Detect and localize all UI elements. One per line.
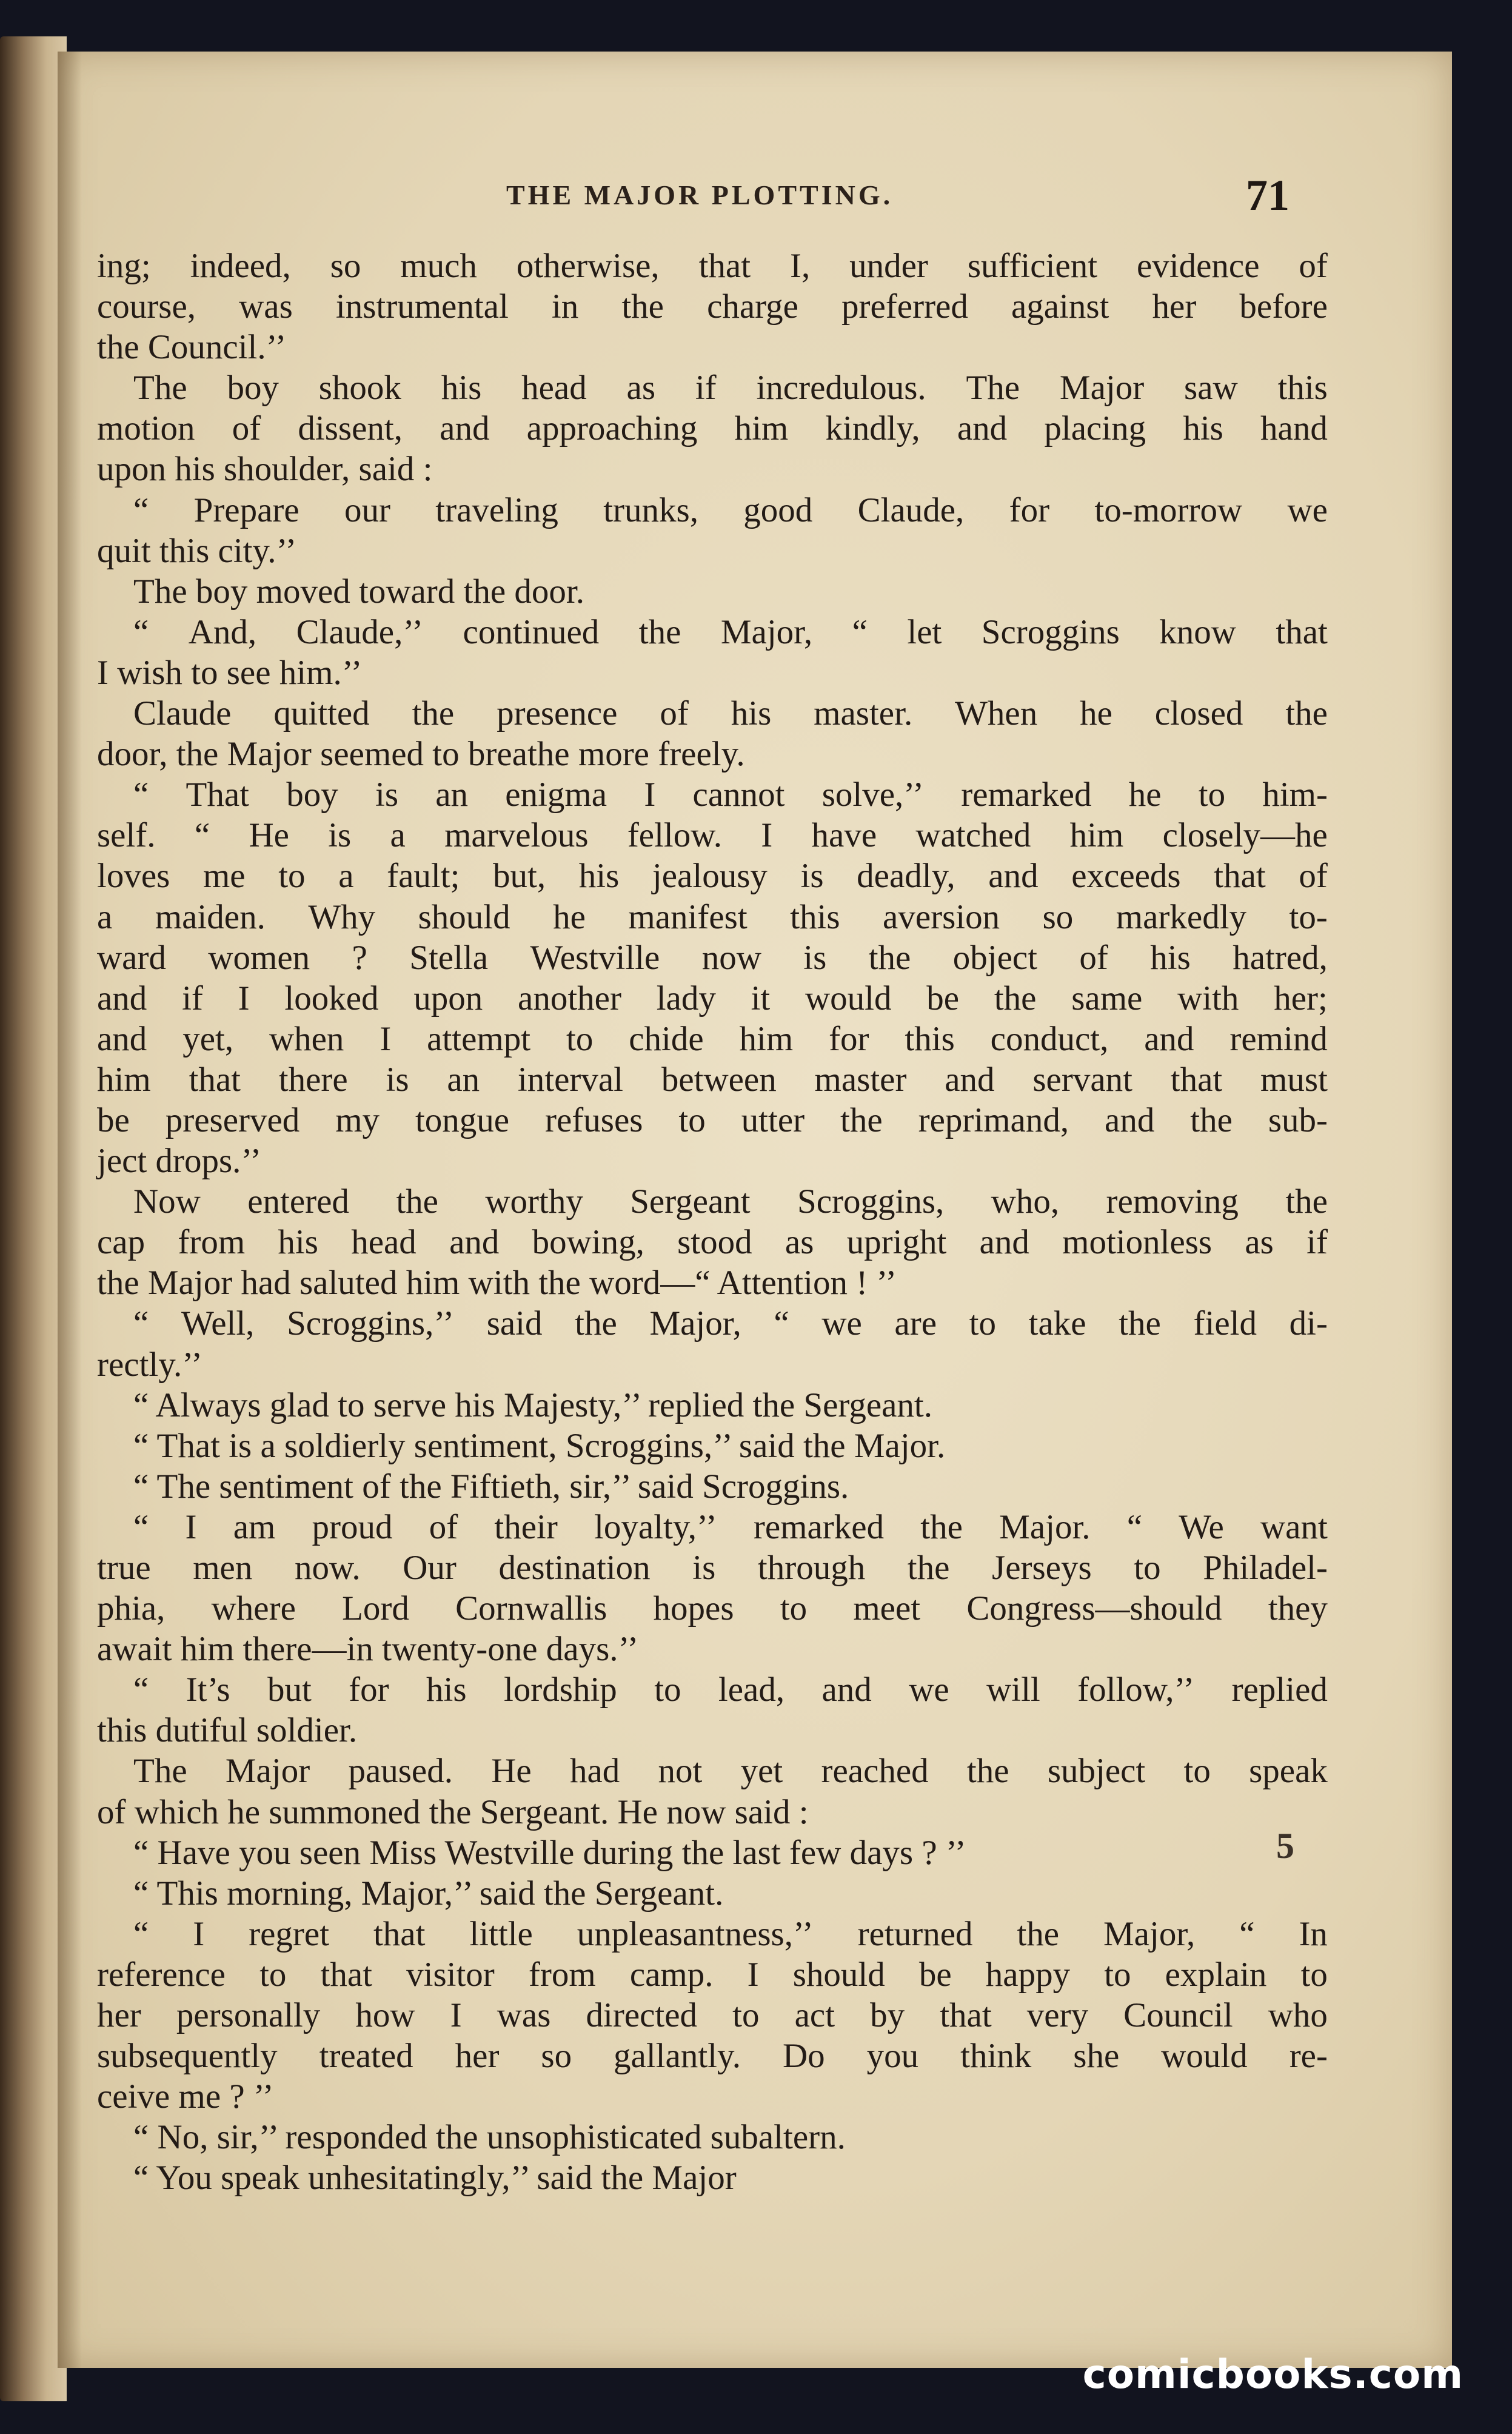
text-line: quit this city.’’ (97, 531, 297, 570)
book-page (58, 52, 1452, 2368)
body-text (97, 246, 1328, 2199)
text-line: “ That boy is an enigma I cannot solve,’’ remarked he to him- (133, 776, 1328, 814)
text-line: “ I am proud of their loyalty,’’ remarked the Major. “ We want (133, 1507, 1328, 1546)
margin-mark: 5 (1276, 1826, 1294, 1866)
text-line: upon his shoulder, said : (97, 450, 433, 489)
text-line: “ And, Claude,’’ continued the Major, “ let Scroggins know that (133, 612, 1328, 651)
text-line: “ It’s but for his lordship to lead, and we will follow,’’ replied (133, 1671, 1328, 1709)
page-number: 71 (1246, 171, 1290, 220)
text-line: “ I regret that little unpleasantness,’’ returned the Major, “ In (133, 1914, 1328, 1953)
text-line: course, was instrumental in the charge preferred against her before (97, 287, 1328, 326)
text-line: and yet, when I attempt to chide him for this conduct, and remind (97, 1019, 1328, 1058)
text-line: a maiden. Why should he manifest this aversion so markedly to- (97, 897, 1328, 936)
text-line: cap from his head and bowing, stood as upright and motionless as if (97, 1223, 1328, 1262)
running-title: THE MAJOR PLOTTING. (506, 179, 894, 210)
text-line: “ No, sir,’’ responded the unsophisticated subaltern. (133, 2118, 846, 2157)
text-line: phia, where Lord Cornwallis hopes to meet Congress—should they (97, 1589, 1328, 1628)
text-line: loves me to a fault; but, his jealousy is deadly, and exceeds that of (97, 857, 1328, 896)
text-line: “ Have you seen Miss Westville during the last few days ? ’’ (133, 1833, 966, 1872)
text-line: self. “ He is a marvelous fellow. I have watched him closely—he (97, 816, 1328, 855)
text-line: ceive me ? ’’ (97, 2077, 274, 2116)
text-line: I wish to see him.’’ (97, 653, 363, 692)
text-line: Claude quitted the presence of his master. When he closed the (133, 694, 1328, 733)
text-line: reference to that visitor from camp. I should be happy to explain to (97, 1955, 1328, 1994)
text-line: true men now. Our destination is through the Jerseys to Philadel- (97, 1549, 1328, 1587)
text-line: ject drops.’’ (97, 1142, 262, 1181)
text-line: ward women ? Stella Westville now is the object of his hatred, (97, 938, 1328, 977)
text-line: “ This morning, Major,’’ said the Sergeant. (133, 1874, 724, 1913)
text-line: be preserved my tongue refuses to utter the reprimand, and the sub- (97, 1101, 1328, 1139)
text-line: subsequently treated her so gallantly. Do you think she would re- (97, 2037, 1328, 2076)
running-head (58, 170, 1452, 219)
text-line: the Council.’’ (97, 328, 287, 367)
text-line: the Major had saluted him with the word—“ Attention ! ’’ (97, 1264, 897, 1302)
text-line: The boy shook his head as if incredulous. The Major saw this (133, 369, 1328, 407)
text-line: “ Prepare our traveling trunks, good Claude, for to-morrow we (133, 491, 1328, 529)
text-line: her personally how I was directed to act by that very Council who (97, 1996, 1328, 2035)
text-line: rectly.’’ (97, 1345, 203, 1384)
text-line: Now entered the worthy Sergeant Scroggins, who, removing the (133, 1182, 1328, 1221)
text-line: “ That is a soldierly sentiment, Scroggins,’’ said the Major. (133, 1426, 946, 1465)
text-line: The boy moved toward the door. (133, 572, 585, 611)
text-line: of which he summoned the Sergeant. He now said : (97, 1792, 809, 1831)
text-line: “ Always glad to serve his Majesty,’’ replied the Sergeant. (133, 1386, 933, 1424)
text-line: him that there is an interval between master and servant that must (97, 1060, 1328, 1099)
text-line: “ You speak unhesitatingly,’’ said the Major (133, 2159, 737, 2198)
text-line: door, the Major seemed to breathe more freely. (97, 735, 745, 774)
text-line: “ The sentiment of the Fiftieth, sir,’’ said Scroggins. (133, 1467, 849, 1506)
text-line: “ Well, Scroggins,’’ said the Major, “ we are to take the field di- (133, 1304, 1328, 1343)
text-line: motion of dissent, and approaching him kindly, and placing his hand (97, 409, 1328, 448)
text-line: this dutiful soldier. (97, 1711, 358, 1750)
text-line: ing; indeed, so much otherwise, that I, under sufficient evidence of (97, 247, 1328, 285)
watermark: comicbooks.com (1082, 2351, 1463, 2398)
text-line: The Major paused. He had not yet reached the subject to speak (133, 1752, 1328, 1791)
text-line: and if I looked upon another lady it would be the same with her; (97, 979, 1328, 1018)
book-spine-edge (0, 36, 67, 2401)
text-line: await him there—in twenty-one days.’’ (97, 1630, 639, 1669)
